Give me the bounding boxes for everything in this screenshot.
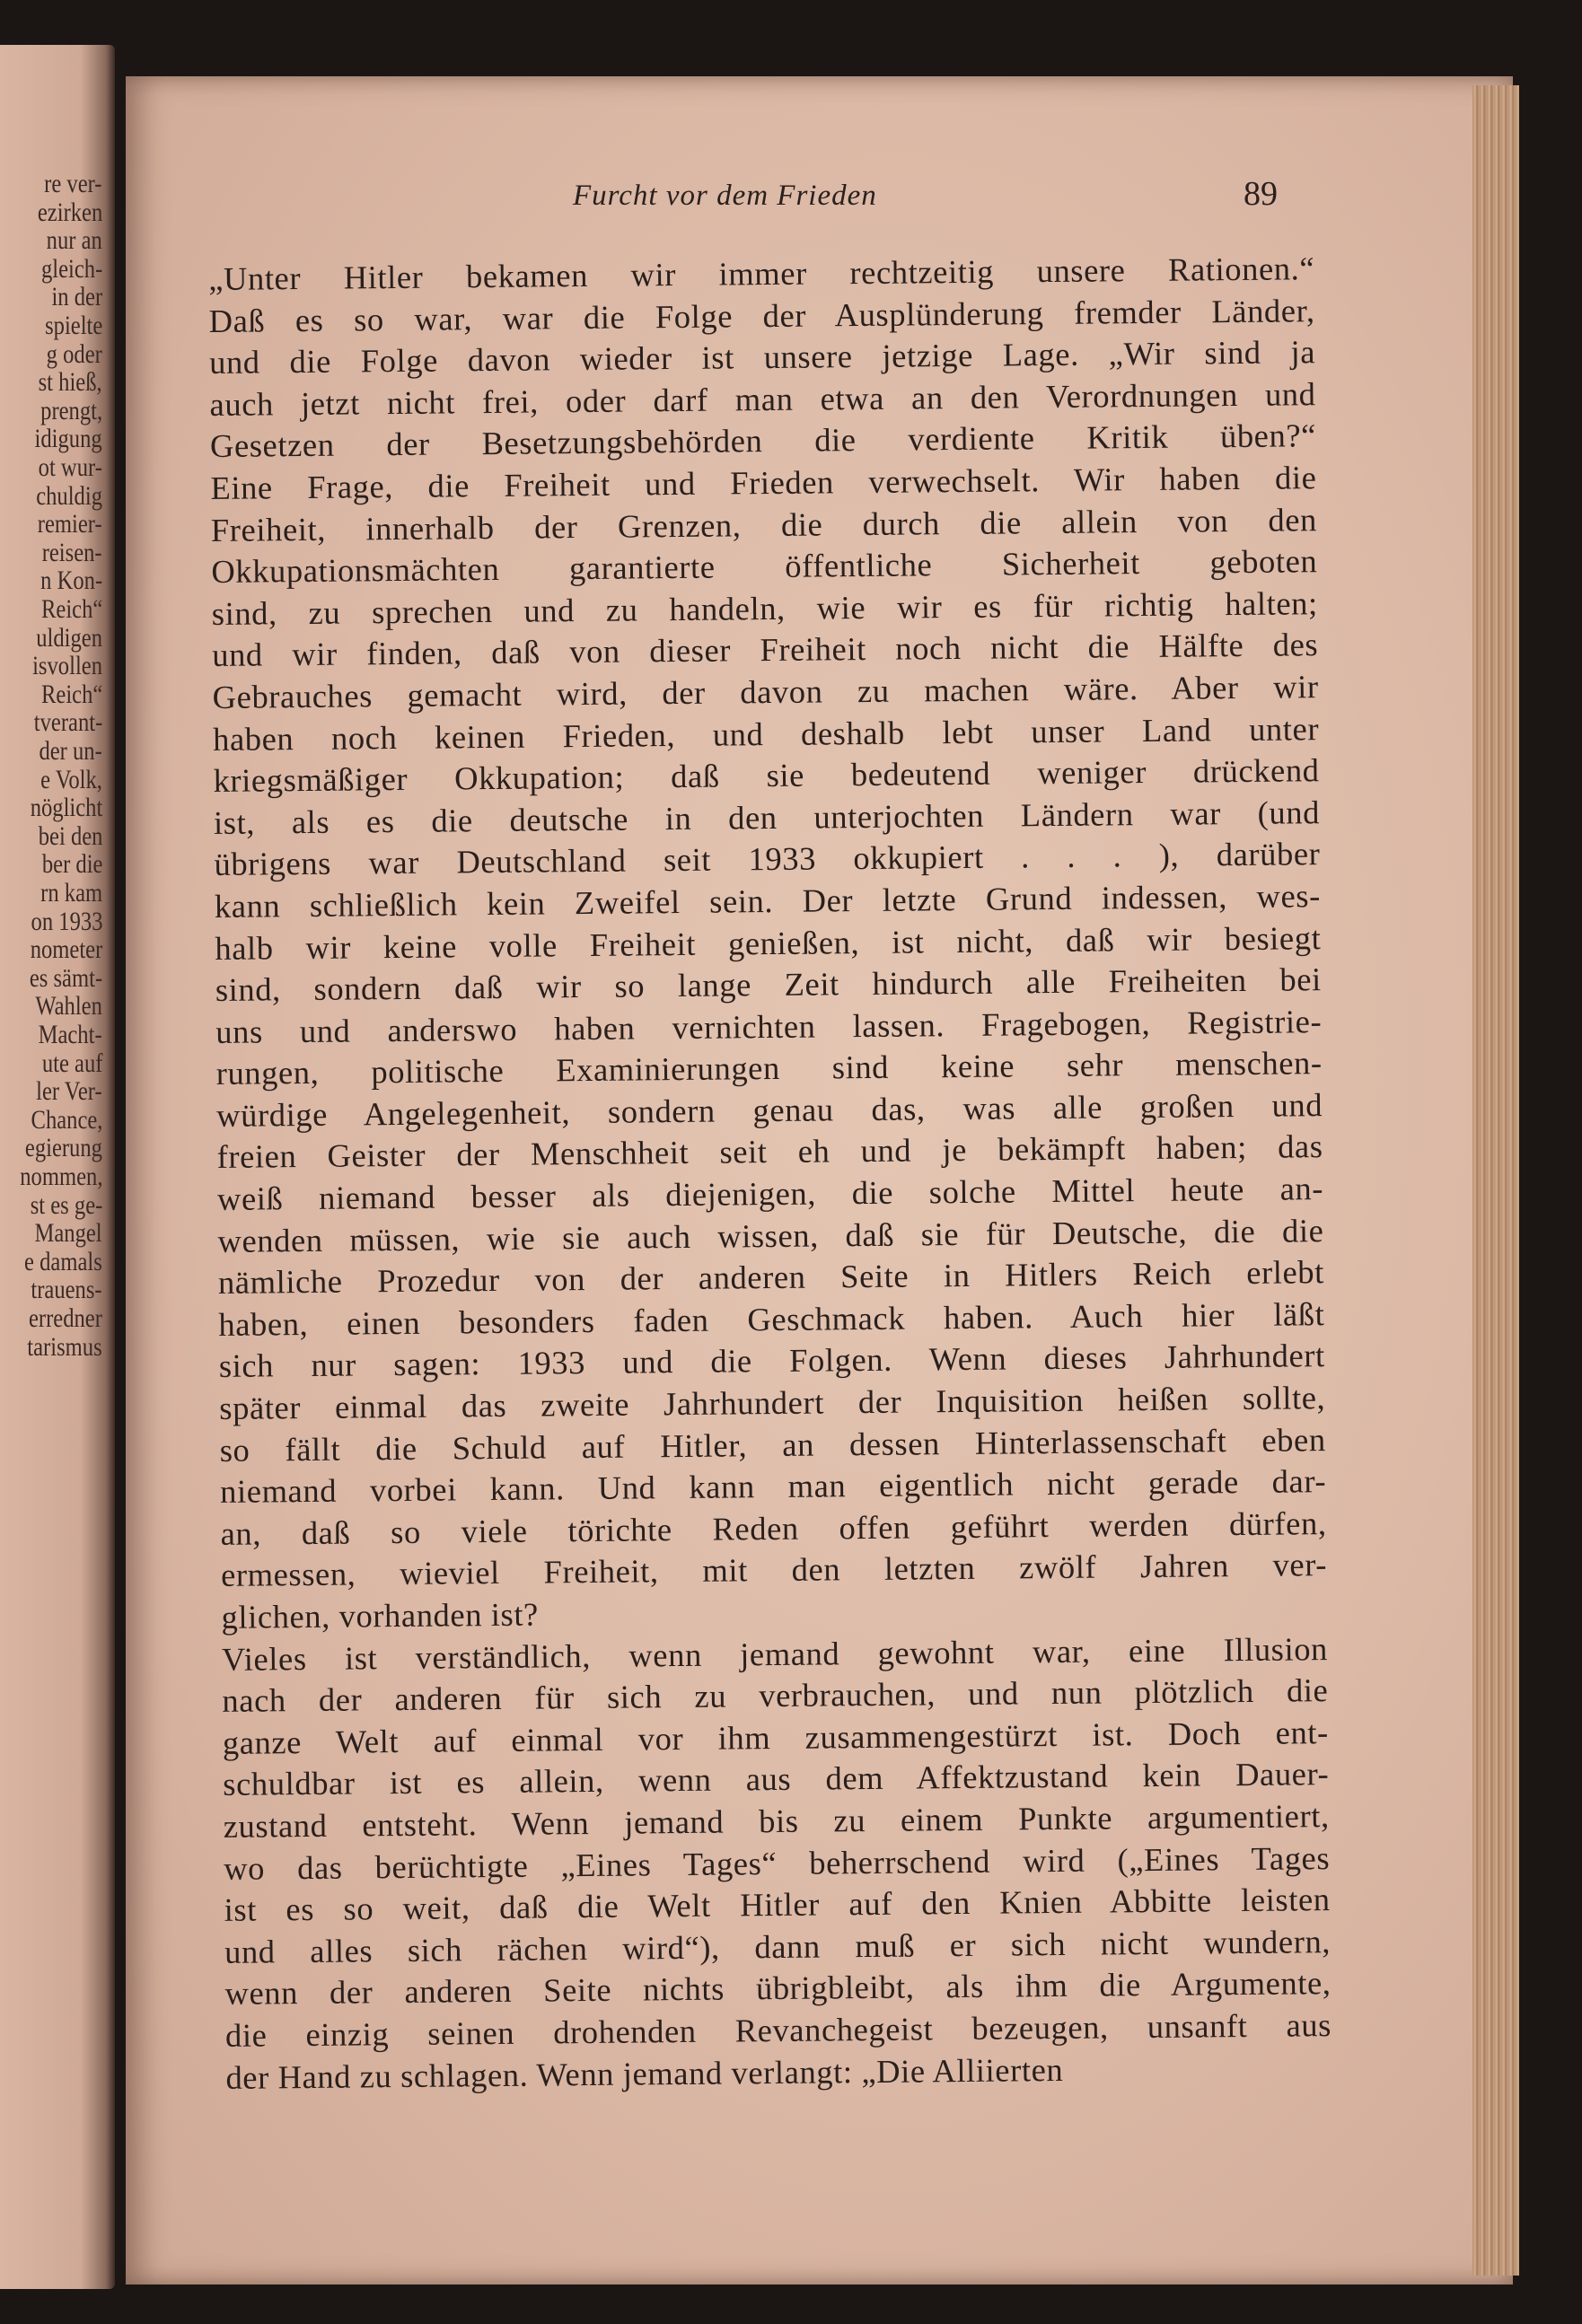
left-page-line-fragment: nöglicht xyxy=(30,793,102,823)
text-line: an, daß so viele törichte Reden offen geführt werden dürfen, xyxy=(220,1504,1327,1552)
left-page-line-fragment: es sämt- xyxy=(29,962,102,993)
body-text xyxy=(208,248,1332,2099)
left-page-line-fragment: ot wur- xyxy=(38,452,102,482)
text-line: auch jetzt nicht frei, oder darf man etwa an den Verordnungen und xyxy=(209,374,1316,423)
text-line: wo das berüchtigte „Eines Tages“ beherrschend wird („Eines Tages xyxy=(224,1838,1331,1887)
left-page-line-fragment: reisen- xyxy=(42,537,102,567)
left-page-line-fragment: der un- xyxy=(39,736,102,766)
text-line: Okkupationsmächten garantierte öffentliche Sicherheit geboten xyxy=(211,542,1318,591)
text-line: Daß es so war, war die Folge der Ausplünderung fremder Länder, xyxy=(208,291,1315,339)
text-line: rungen, politische Examinierungen sind keine sehr menschen- xyxy=(215,1044,1323,1092)
left-page-line-fragment: rn kam xyxy=(40,878,102,908)
text-line: Gebrauches gemacht wird, der davon zu machen wäre. Aber wir xyxy=(212,668,1319,715)
text-line: niemand vorbei kann. Und kann man eigentlich nicht gerade dar- xyxy=(219,1462,1327,1511)
left-page-line-fragment: spielte xyxy=(44,311,102,340)
left-page-line-fragment: ber die xyxy=(41,849,102,880)
left-page-line-fragment: Mangel xyxy=(34,1218,102,1249)
left-page-line-fragment: idigung xyxy=(34,424,102,454)
text-line: nach der anderen für sich zu verbrauchen, und nun plötzlich die xyxy=(222,1671,1329,1720)
text-line: ganze Welt auf einmal vor ihm zusammengestürzt ist. Doch ent- xyxy=(222,1713,1330,1761)
text-line: zustand entsteht. Wenn jemand bis zu einem Punkte argumentiert, xyxy=(223,1797,1330,1845)
previous-page-edge xyxy=(0,45,115,2289)
left-page-line-fragment: tarismus xyxy=(27,1331,102,1362)
left-page-line-fragment: isvollen xyxy=(32,651,102,681)
page-block-edge xyxy=(1472,85,1519,2276)
text-line: „Unter Hitler bekamen wir immer rechtzeitig unsere Rationen.“ xyxy=(208,250,1315,297)
left-page-line-fragment: nommen, xyxy=(19,1162,102,1191)
text-line: übrigens war Deutschland seit 1933 okkupiert . . . ), darüber xyxy=(214,835,1321,883)
text-line: so fällt die Schuld auf Hitler, an dessen Hinterlassenschaft eben xyxy=(219,1420,1326,1469)
text-line: und alles sich rächen wird“), dann muß er sich nicht wundern, xyxy=(224,1922,1332,1970)
text-line: und wir finden, daß von dieser Freiheit noch nicht die Hälfte des xyxy=(212,626,1319,674)
text-line: haben noch keinen Frieden, und deshalb lebt unser Land unter xyxy=(212,709,1320,758)
left-page-line-fragment: tverant- xyxy=(33,707,102,738)
left-page-line-fragment: prengt, xyxy=(40,395,102,425)
left-page-line-fragment: Macht- xyxy=(38,1020,102,1049)
text-line: Vieles ist verständlich, wenn jemand gewohnt war, eine Illusion xyxy=(221,1629,1329,1678)
text-line: Gesetzen der Besetzungsbehörden die verdiente Kritik üben?“ xyxy=(209,417,1317,465)
text-line: ermessen, wieviel Freiheit, mit den letzten zwölf Jahren ver- xyxy=(220,1546,1328,1594)
left-page-line-fragment: on 1933 xyxy=(31,906,102,936)
text-line: kriegsmäßiger Okkupation; daß sie bedeutend weniger drückend xyxy=(213,751,1320,800)
text-line: würdige Angelegenheit, sondern genau das, was alle großen und xyxy=(215,1086,1323,1134)
left-page-line-fragment: re ver- xyxy=(44,169,102,198)
left-page-line-fragment: ezirken xyxy=(37,197,102,227)
text-line: ist es so weit, daß die Welt Hitler auf den Knien Abbitte leisten xyxy=(224,1881,1331,1929)
text-line: wenden müssen, wie sie auch wissen, daß sie für Deutsche, die die xyxy=(217,1211,1324,1259)
left-page-line-fragment: bei den xyxy=(38,820,102,851)
left-page-line-fragment: Chance, xyxy=(31,1104,102,1135)
text-line: sich nur sagen: 1933 und die Folgen. Wenn dieses Jahrhundert xyxy=(218,1337,1325,1385)
text-line: später einmal das zweite Jahrhundert der Inquisition heißen sollte, xyxy=(219,1379,1326,1426)
left-page-line-fragment: n Kon- xyxy=(40,566,102,596)
text-line: halb wir keine volle Freiheit genießen, ist nicht, daß wir besiegt xyxy=(215,918,1322,967)
page-number: 89 xyxy=(1244,175,1278,213)
text-line: sind, sondern daß wir so lange Zeit hindurch alle Freiheiten bei xyxy=(215,960,1322,1009)
running-head-title: Furcht vor dem Frieden xyxy=(573,180,877,212)
text-line: glichen, vorhanden ist? xyxy=(221,1595,540,1636)
left-page-line-fragment: egierung xyxy=(24,1133,102,1163)
left-page-line-fragment: ute auf xyxy=(41,1048,102,1078)
text-line: Freiheit, innerhalb der Grenzen, die durch die allein von den xyxy=(210,500,1318,548)
left-page-line-fragment: in der xyxy=(51,282,102,312)
left-page-line-fragment: st hieß, xyxy=(38,367,102,398)
left-page-line-fragment: nur an xyxy=(46,225,102,256)
left-page-line-fragment: gleich- xyxy=(40,253,102,284)
left-page-line-fragment: chuldig xyxy=(36,480,102,511)
left-page-line-fragment: Wahlen xyxy=(35,991,102,1022)
left-page-line-fragment: nometer xyxy=(30,934,102,965)
text-line: nämliche Prozedur von der anderen Seite in Hitlers Reich erlebt xyxy=(217,1253,1325,1302)
left-page-line-fragment: e damals xyxy=(24,1246,102,1276)
text-line: weiß niemand besser als diejenigen, die solche Mittel heute an- xyxy=(216,1170,1324,1218)
text-line: uns und anderswo haben vernichten lassen. Fragebogen, Registrie- xyxy=(215,1002,1323,1050)
text-line: freien Geister der Menschheit seit eh und je bekämpft haben; das xyxy=(216,1127,1323,1176)
text-line: wenn der anderen Seite nichts übrigbleibt, als ihm die Argumente, xyxy=(224,1964,1332,2013)
text-line: und die Folge davon wieder ist unsere jetzige Lage. „Wir sind ja xyxy=(208,333,1316,381)
text-line: Eine Frage, die Freiheit und Frieden verwechselt. Wir haben die xyxy=(210,459,1317,506)
left-page-line-fragment: Reich“ xyxy=(40,594,102,624)
text-line: ist, als es die deutsche in den unterjochten Ländern war (und xyxy=(213,793,1321,841)
left-page-line-fragment: trauens- xyxy=(31,1275,102,1305)
left-page-line-fragment: erredner xyxy=(29,1303,102,1333)
text-line: die einzig seinen drohenden Revanchegeist bezeugen, unsanft aus xyxy=(224,2006,1332,2054)
text-line: sind, zu sprechen und zu handeln, wie wir es für richtig halten; xyxy=(211,583,1318,632)
text-line: schuldbar ist es allein, wenn aus dem Affektzustand kein Dauer- xyxy=(223,1755,1330,1803)
left-page-line-fragment: Reich“ xyxy=(40,679,102,709)
left-page-line-fragment: ler Ver- xyxy=(36,1076,102,1107)
left-page-line-fragment: e Volk, xyxy=(40,764,102,794)
text-line: kann schließlich kein Zweifel sein. Der letzte Grund indessen, wes- xyxy=(214,877,1322,925)
left-page-line-fragment: remier- xyxy=(38,509,102,539)
left-page-line-fragment: uldigen xyxy=(36,622,102,653)
left-page-line-fragment: st es ge- xyxy=(30,1189,102,1220)
text-line: haben, einen besonders faden Geschmack haben. Auch hier läßt xyxy=(218,1294,1325,1343)
left-page-line-fragment: g oder xyxy=(46,338,102,369)
text-line: der Hand zu schlagen. Wenn jemand verlangt: „Die Alliierten xyxy=(225,2050,1064,2096)
